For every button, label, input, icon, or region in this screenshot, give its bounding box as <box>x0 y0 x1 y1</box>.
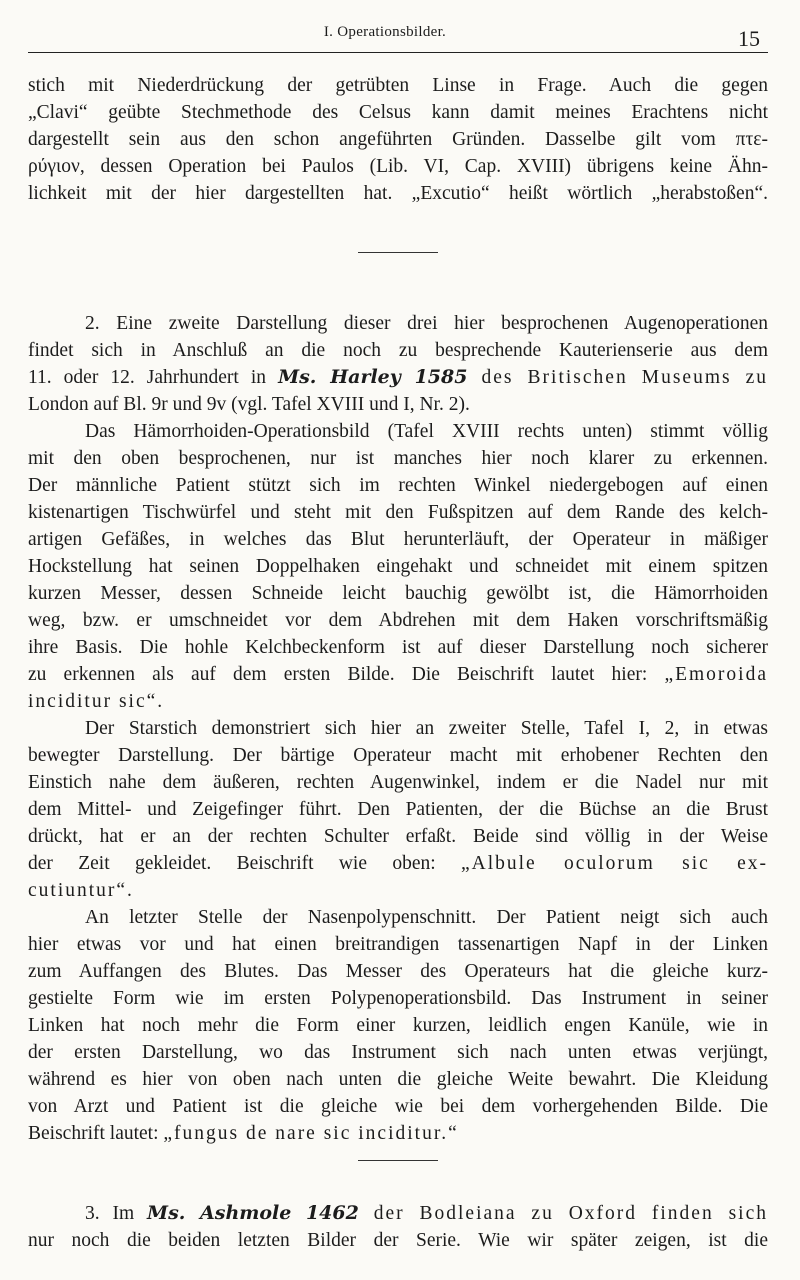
text-line: weg, bzw. er umschneidet vor dem Abdrehen mit dem Haken vorschriftsmäßig <box>28 610 768 631</box>
caption-quote: „Albule oculorum sic ex- <box>460 853 768 874</box>
text-run: Beischrift lautet: <box>28 1123 164 1144</box>
page-number: 15 <box>738 26 760 51</box>
text-line <box>28 1200 768 1227</box>
text-line: der ersten Darstellung, wo das Instrument sich nach unten etwas verjüngt, <box>28 1042 768 1063</box>
text-run: zu erkennen als auf dem ersten Bilde. Die Beischrift lautet hier: <box>28 664 665 685</box>
text-line: Hockstellung hat seinen Doppelhaken eingehakt und schneidet mit einem spitzen <box>28 556 768 577</box>
text-run: der Zeit gekleidet. Beischrift wie oben: <box>28 853 461 874</box>
section-separator <box>358 252 438 253</box>
text-line <box>28 1120 768 1147</box>
text-line: kurzen Messer, dessen Schneide leicht bauchig gewölbt ist, die Hämorrhoiden <box>28 583 768 604</box>
text-line: An letzter Stelle der Nasenpolypenschnitt. Der Patient neigt sich auch <box>85 907 768 928</box>
text-line: London auf Bl. 9r und 9v (vgl. Tafel XVIII und I, Nr. 2). <box>28 394 470 415</box>
text-line: drückt, hat er an der rechten Schulter erfaßt. Beide sind völlig in der Weise <box>28 826 768 847</box>
text-run: 3. Im <box>85 1203 148 1224</box>
section-separator <box>358 1160 438 1161</box>
text-line: ihre Basis. Die hohle Kelchbeckenform ist auf dieser Darstellung noch sicherer <box>28 637 768 658</box>
text-line: ρύγιον, dessen Operation bei Paulos (Lib. VI, Cap. XVIII) übrigens keine Ähn- <box>28 156 768 177</box>
text-line: gestielte Form wie im ersten Polypenoperationsbild. Das Instrument in seiner <box>28 988 768 1009</box>
text-run: des Britischen Museums zu <box>467 367 769 388</box>
text-line: nur noch die beiden letzten Bilder der Serie. Wie wir später zeigen, ist die <box>28 1230 768 1251</box>
running-header: I. Operationsbilder. <box>323 24 447 40</box>
text-line: dem Mittel- und Zeigefinger führt. Den Patienten, der die Büchse an die Brust <box>28 799 768 820</box>
text-line: dargestellt sein aus den schon angeführten Gründen. Dasselbe gilt vom πτε- <box>28 129 768 150</box>
text-line: von Arzt und Patient ist die gleiche wie bei dem vorhergehenden Bilde. Die <box>28 1096 768 1117</box>
text-line <box>28 661 768 688</box>
header-rule <box>28 52 768 53</box>
caption-quote: „fungus de nare sic inciditur.“ <box>163 1123 459 1144</box>
text-line: kistenartigen Tischwürfel und steht mit den Fußspitzen auf dem Rande des kelch- <box>28 502 768 523</box>
manuscript-name: Ms. Harley 1585 <box>278 366 468 388</box>
text-line: artigen Gefäßes, in welches das Blut herunterläuft, der Operateur in mäßiger <box>28 529 768 550</box>
text-line: 2. Eine zweite Darstellung dieser drei hier besprochenen Augenoperationen <box>85 313 768 334</box>
caption-quote: cutiuntur“. <box>28 880 134 901</box>
text-line: bewegter Darstellung. Der bärtige Operateur macht mit erhobener Rechten den <box>28 745 768 766</box>
text-line: Der männliche Patient stützt sich im rechten Winkel niedergebogen auf einen <box>28 475 768 496</box>
text-line: Einstich nahe dem äußeren, rechten Augenwinkel, indem er die Nadel nur mit <box>28 772 768 793</box>
text-line: lichkeit mit der hier dargestellten hat. „Excutio“ heißt wörtlich „herabstoßen“. <box>28 183 768 204</box>
text-line: mit den oben besprochenen, nur ist manches hier noch klarer zu erkennen. <box>28 448 768 469</box>
text-line <box>28 850 768 877</box>
text-line: „Clavi“ geübte Stechmethode des Celsus kann damit meines Erachtens nicht <box>28 102 768 123</box>
text-line: Das Hämorrhoiden-Operationsbild (Tafel XVIII rechts unten) stimmt völlig <box>85 421 768 442</box>
text-line <box>28 364 768 391</box>
text-line: hier etwas vor und hat einen breitrandigen tassenartigen Napf in der Linken <box>28 934 768 955</box>
text-line: während es hier von oben nach unten die gleiche Weite bewahrt. Die Kleidung <box>28 1069 768 1090</box>
caption-quote: inciditur sic“. <box>28 691 165 712</box>
text-line: findet sich in Anschluß an die noch zu besprechende Kauterienserie aus dem <box>28 340 768 361</box>
caption-quote: „Emoroida <box>664 664 768 685</box>
text-run: 11. oder 12. Jahrhundert in <box>28 367 279 388</box>
text-line: zum Auffangen des Blutes. Das Messer des Operateurs hat die gleiche kurz- <box>28 961 768 982</box>
text-line: Linken hat noch mehr die Form einer kurzen, leidlich engen Kanüle, wie in <box>28 1015 768 1036</box>
text-run: der Bodleiana zu Oxford finden sich <box>358 1203 768 1224</box>
text-line: Der Starstich demonstriert sich hier an zweiter Stelle, Tafel I, 2, in etwas <box>85 718 768 739</box>
text-line: stich mit Niederdrückung der getrübten Linse in Frage. Auch die gegen <box>28 75 768 96</box>
manuscript-name: Ms. Ashmole 1462 <box>147 1202 359 1224</box>
